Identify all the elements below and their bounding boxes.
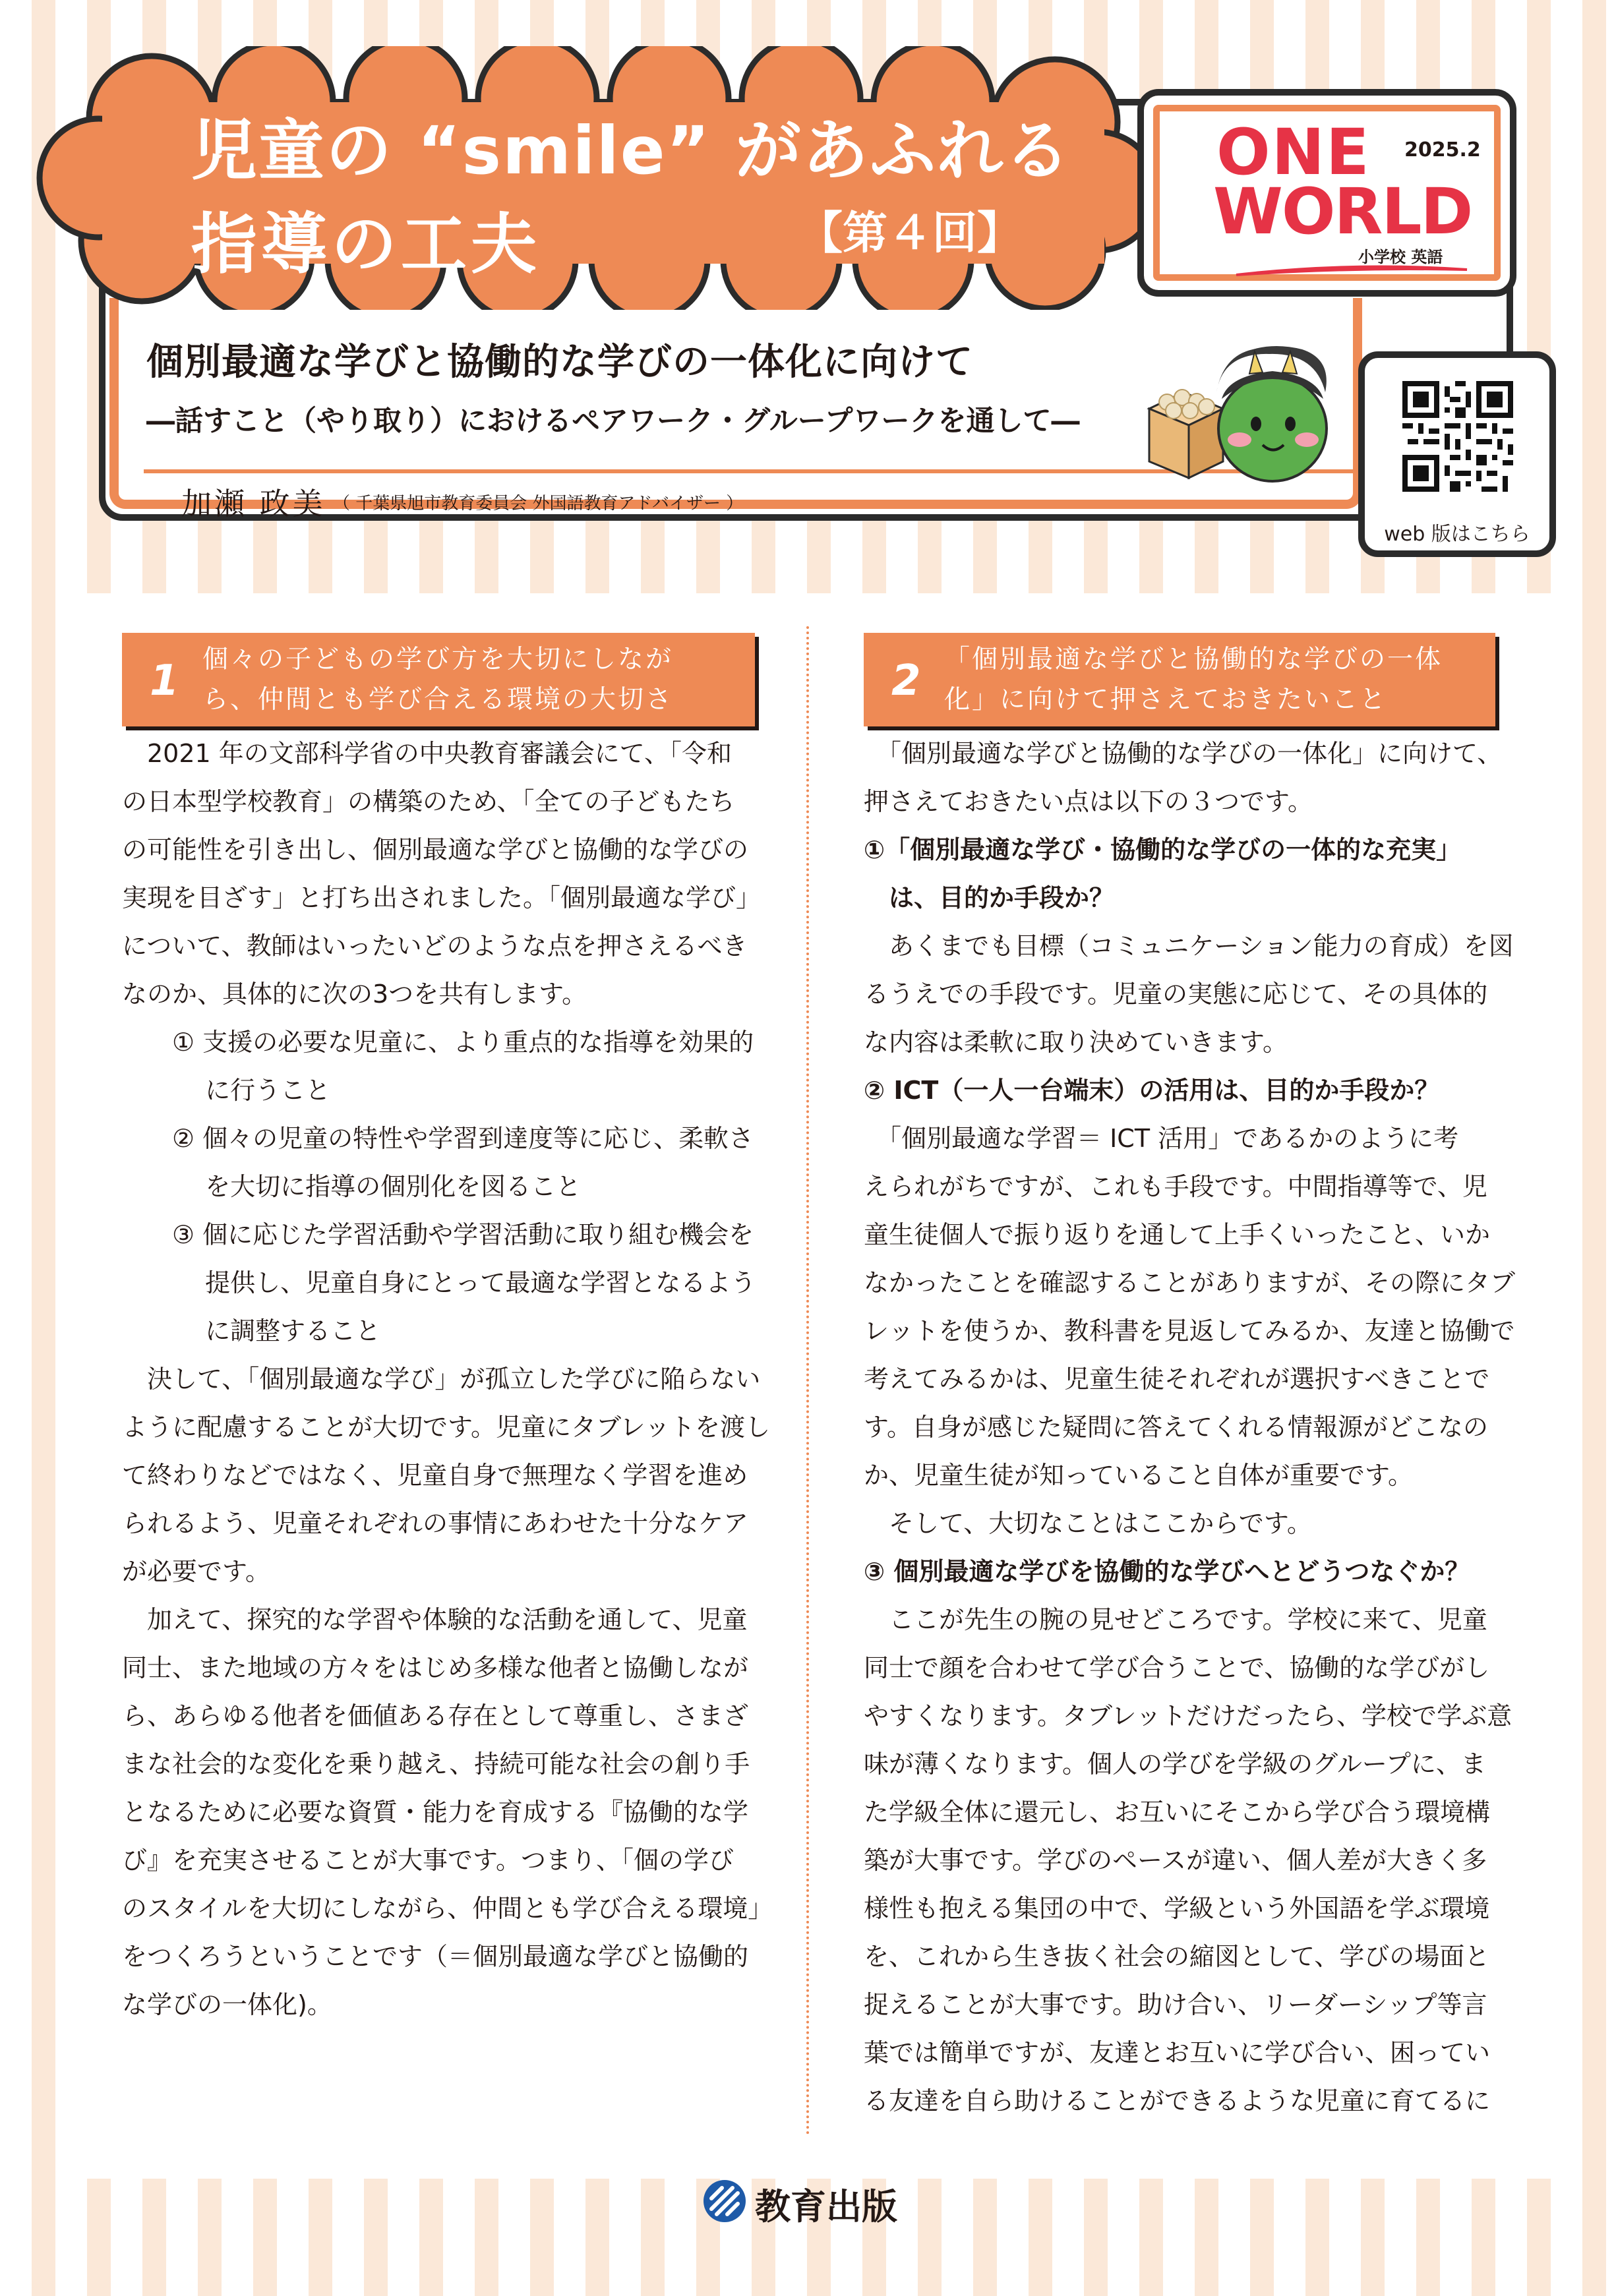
text-line: ように配慮することが大切です。児童にタブレットを渡し: [122, 1413, 771, 1442]
list-item-line: に調整すること: [122, 1316, 381, 1345]
text-line: 様性も抱える集団の中で、学級という外国語を学ぶ環境: [864, 1894, 1490, 1923]
section-1-number: 1: [150, 657, 179, 705]
text-line: 考えてみるかは、児童生徒それぞれが選択すべきことで: [864, 1365, 1490, 1394]
text-line: て終わりなどではなく、児童自身で無理なく学習を進め: [122, 1461, 748, 1490]
text-line: た学級全体に還元し、お互いにそこから学び合う環境構: [864, 1798, 1491, 1827]
author-affiliation: （ 千葉県旭市教育委員会 外国語教育アドバイザー ）: [333, 494, 744, 514]
text-line: について、教師はいったいどのような点を押さえるべき: [122, 931, 748, 960]
point-heading-line: は、目的か手段か？: [864, 883, 1115, 912]
text-line: るうえでの手段です。児童の実態に応じて、その具体的: [864, 980, 1488, 1009]
text-line: 実現を目ざす」と打ち出されました。「個別最適な学び」: [122, 883, 762, 912]
logo-subject: 小学校 英語: [1358, 248, 1443, 266]
section-1-body: [122, 730, 773, 2029]
column-divider: [806, 626, 809, 2136]
text-line: 同士で顔を合わせて学び合うことで、協働的な学びがし: [864, 1653, 1490, 1682]
issue-number: 【第４回】: [798, 208, 1023, 260]
section-1-heading: [122, 633, 755, 726]
text-line: 捉えることが大事です。助け合い、リーダーシップ等言: [864, 1990, 1487, 2019]
article-title: 個別最適な学びと協働的な学びの一体化に向けて: [146, 341, 973, 384]
section-2-heading: [864, 633, 1495, 726]
text-line: 築が大事です。学びのペースが違い、個人差が大きく多: [864, 1846, 1487, 1875]
list-item-line: に行うこと: [122, 1076, 331, 1105]
text-line: を、これから生き抜く社会の縮図として、学びの場面と: [864, 1942, 1490, 1971]
text-line: あくまでも目標（コミュニケーション能力の育成）を図: [864, 931, 1514, 960]
section-2-title: [944, 639, 1443, 720]
text-line: 味が薄くなります。個人の学びを学級のグループに、ま: [864, 1750, 1486, 1779]
point-heading-line: ①「個別最適な学び・協働的な学びの一体的な充実」: [864, 835, 1462, 864]
text-line: ら、あらゆる他者を価値ある存在として尊重し、さまざ: [122, 1701, 749, 1730]
text-line: のスタイルを大切にしながら、仲間とも学び合える環境」: [122, 1894, 773, 1923]
text-line: の可能性を引き出し、個別最適な学びと協働的な学びの: [122, 835, 749, 864]
text-line: 加えて、探究的な学習や体験的な活動を通して、児童: [122, 1605, 748, 1634]
section-1-title: [202, 639, 673, 720]
section-2-title-line1: 「個別最適な学びと協働的な学びの一体: [944, 645, 1443, 674]
logo-swoosh-icon: [1233, 260, 1470, 280]
logo-world-text: WORLD: [1213, 175, 1472, 249]
point-heading-line: ② ICT（一人一台端末）の活用は、目的か手段か？: [864, 1076, 1440, 1105]
oni-and-beans-illustration: [1144, 346, 1335, 488]
series-title-line1: 児童の “smile” があふれる: [191, 112, 1072, 189]
text-line: 「個別最適な学習＝ ICT 活用」であるかのように考: [864, 1124, 1459, 1153]
publisher-name: 教育出版: [755, 2186, 897, 2227]
section-1-title-line1: 個々の子どもの学び方を大切にしなが: [202, 645, 674, 674]
text-line: となるために必要な資質・能力を育成する『協働的な学: [122, 1798, 749, 1827]
text-line: なかったことを確認することがありますが、その際にタブ: [864, 1268, 1516, 1297]
text-line: そして、大切なことはここからです。: [864, 1509, 1312, 1538]
list-item-line: ② 個々の児童の特性や学習到達度等に応じ、柔軟さ: [122, 1124, 754, 1153]
text-line: ここが先生の腕の見せどころです。学校に来て、児童: [864, 1605, 1487, 1634]
section-2-number: 2: [891, 657, 921, 705]
text-line: 同士、また地域の方々をはじめ多様な他者と協働しなが: [122, 1653, 749, 1682]
text-line: が必要です。: [122, 1557, 270, 1586]
text-line: なのか、具体的に次の3つを共有します。: [122, 980, 587, 1009]
text-line: び』を充実させることが大事です。つまり、「個の学び: [122, 1846, 734, 1875]
text-line: 葉では簡単ですが、友達とお互いに学び合い、困ってい: [864, 2038, 1491, 2067]
series-title-line2: 指導の工夫: [191, 206, 541, 283]
text-line: 童生徒個人で振り返りを通して上手くいったこと、いか: [864, 1220, 1491, 1249]
article-subtitle: ―話すこと（やり取り）におけるペアワーク・グループワークを通して―: [146, 405, 1080, 438]
text-line: まな社会的な変化を乗り越え、持続可能な社会の創り手: [122, 1750, 750, 1779]
author-name: 加瀬 政美: [181, 486, 326, 521]
text-line: か、児童生徒が知っていること自体が重要です。: [864, 1461, 1413, 1490]
qr-code-icon[interactable]: [1402, 381, 1513, 492]
list-item-line: を大切に指導の個別化を図ること: [122, 1172, 582, 1201]
text-line: 2021 年の文部科学省の中央教育審議会にて、「令和: [122, 739, 733, 768]
section-2-title-line2: 化」に向けて押さえておきたいこと: [944, 685, 1388, 715]
list-item-line: ③ 個に応じた学習活動や学習活動に取り組む機会を: [122, 1220, 754, 1249]
section-1-title-line2: ら、仲間とも学び合える環境の大切さ: [202, 685, 674, 715]
text-line: す。自身が感じた疑問に答えてくれる情報源がどこなの: [864, 1413, 1488, 1442]
text-line: な学びの一体化)。: [122, 1990, 332, 2019]
text-line: レットを使うか、教科書を見返してみるか、友達と協働で: [864, 1316, 1515, 1345]
text-line: の日本型学校教育」の構築のため、「全ての子どもたち: [122, 787, 735, 816]
text-line: 決して、「個別最適な学び」が孤立した学びに陥らない: [122, 1365, 761, 1394]
text-line: な内容は柔軟に取り決めていきます。: [864, 1028, 1288, 1057]
text-line: る友達を自ら助けることができるような児童に育てるに: [864, 2086, 1491, 2115]
text-line: られるよう、児童それぞれの事情にあわせた十分なケア: [122, 1509, 749, 1538]
point-heading-line: ③ 個別最適な学びを協働的な学びへとどうつなぐか？: [864, 1557, 1470, 1586]
text-line: やすくなります。タブレットだけだったら、学校で学ぶ意: [864, 1701, 1512, 1730]
publisher-logo-icon: [702, 2179, 747, 2223]
qr-code-label[interactable]: web 版はこちら: [1384, 523, 1530, 546]
logo-one-text: ONE: [1216, 115, 1371, 189]
text-line: 押さえておきたい点は以下の３つです。: [864, 787, 1313, 816]
text-line: えられがちですが、これも手段です。中間指導等で、児: [864, 1172, 1487, 1201]
issue-date: 2025.2: [1404, 138, 1481, 162]
text-line: 「個別最適な学びと協働的な学びの一体化」に向けて、: [864, 739, 1503, 768]
list-item-line: ① 支援の必要な児童に、より重点的な指導を効果的: [122, 1028, 754, 1057]
section-2-body: [864, 730, 1515, 2125]
text-line: をつくろうということです（＝個別最適な学びと協働的: [122, 1942, 749, 1971]
list-item-line: 提供し、児童自身にとって最適な学習となるよう: [122, 1268, 756, 1297]
